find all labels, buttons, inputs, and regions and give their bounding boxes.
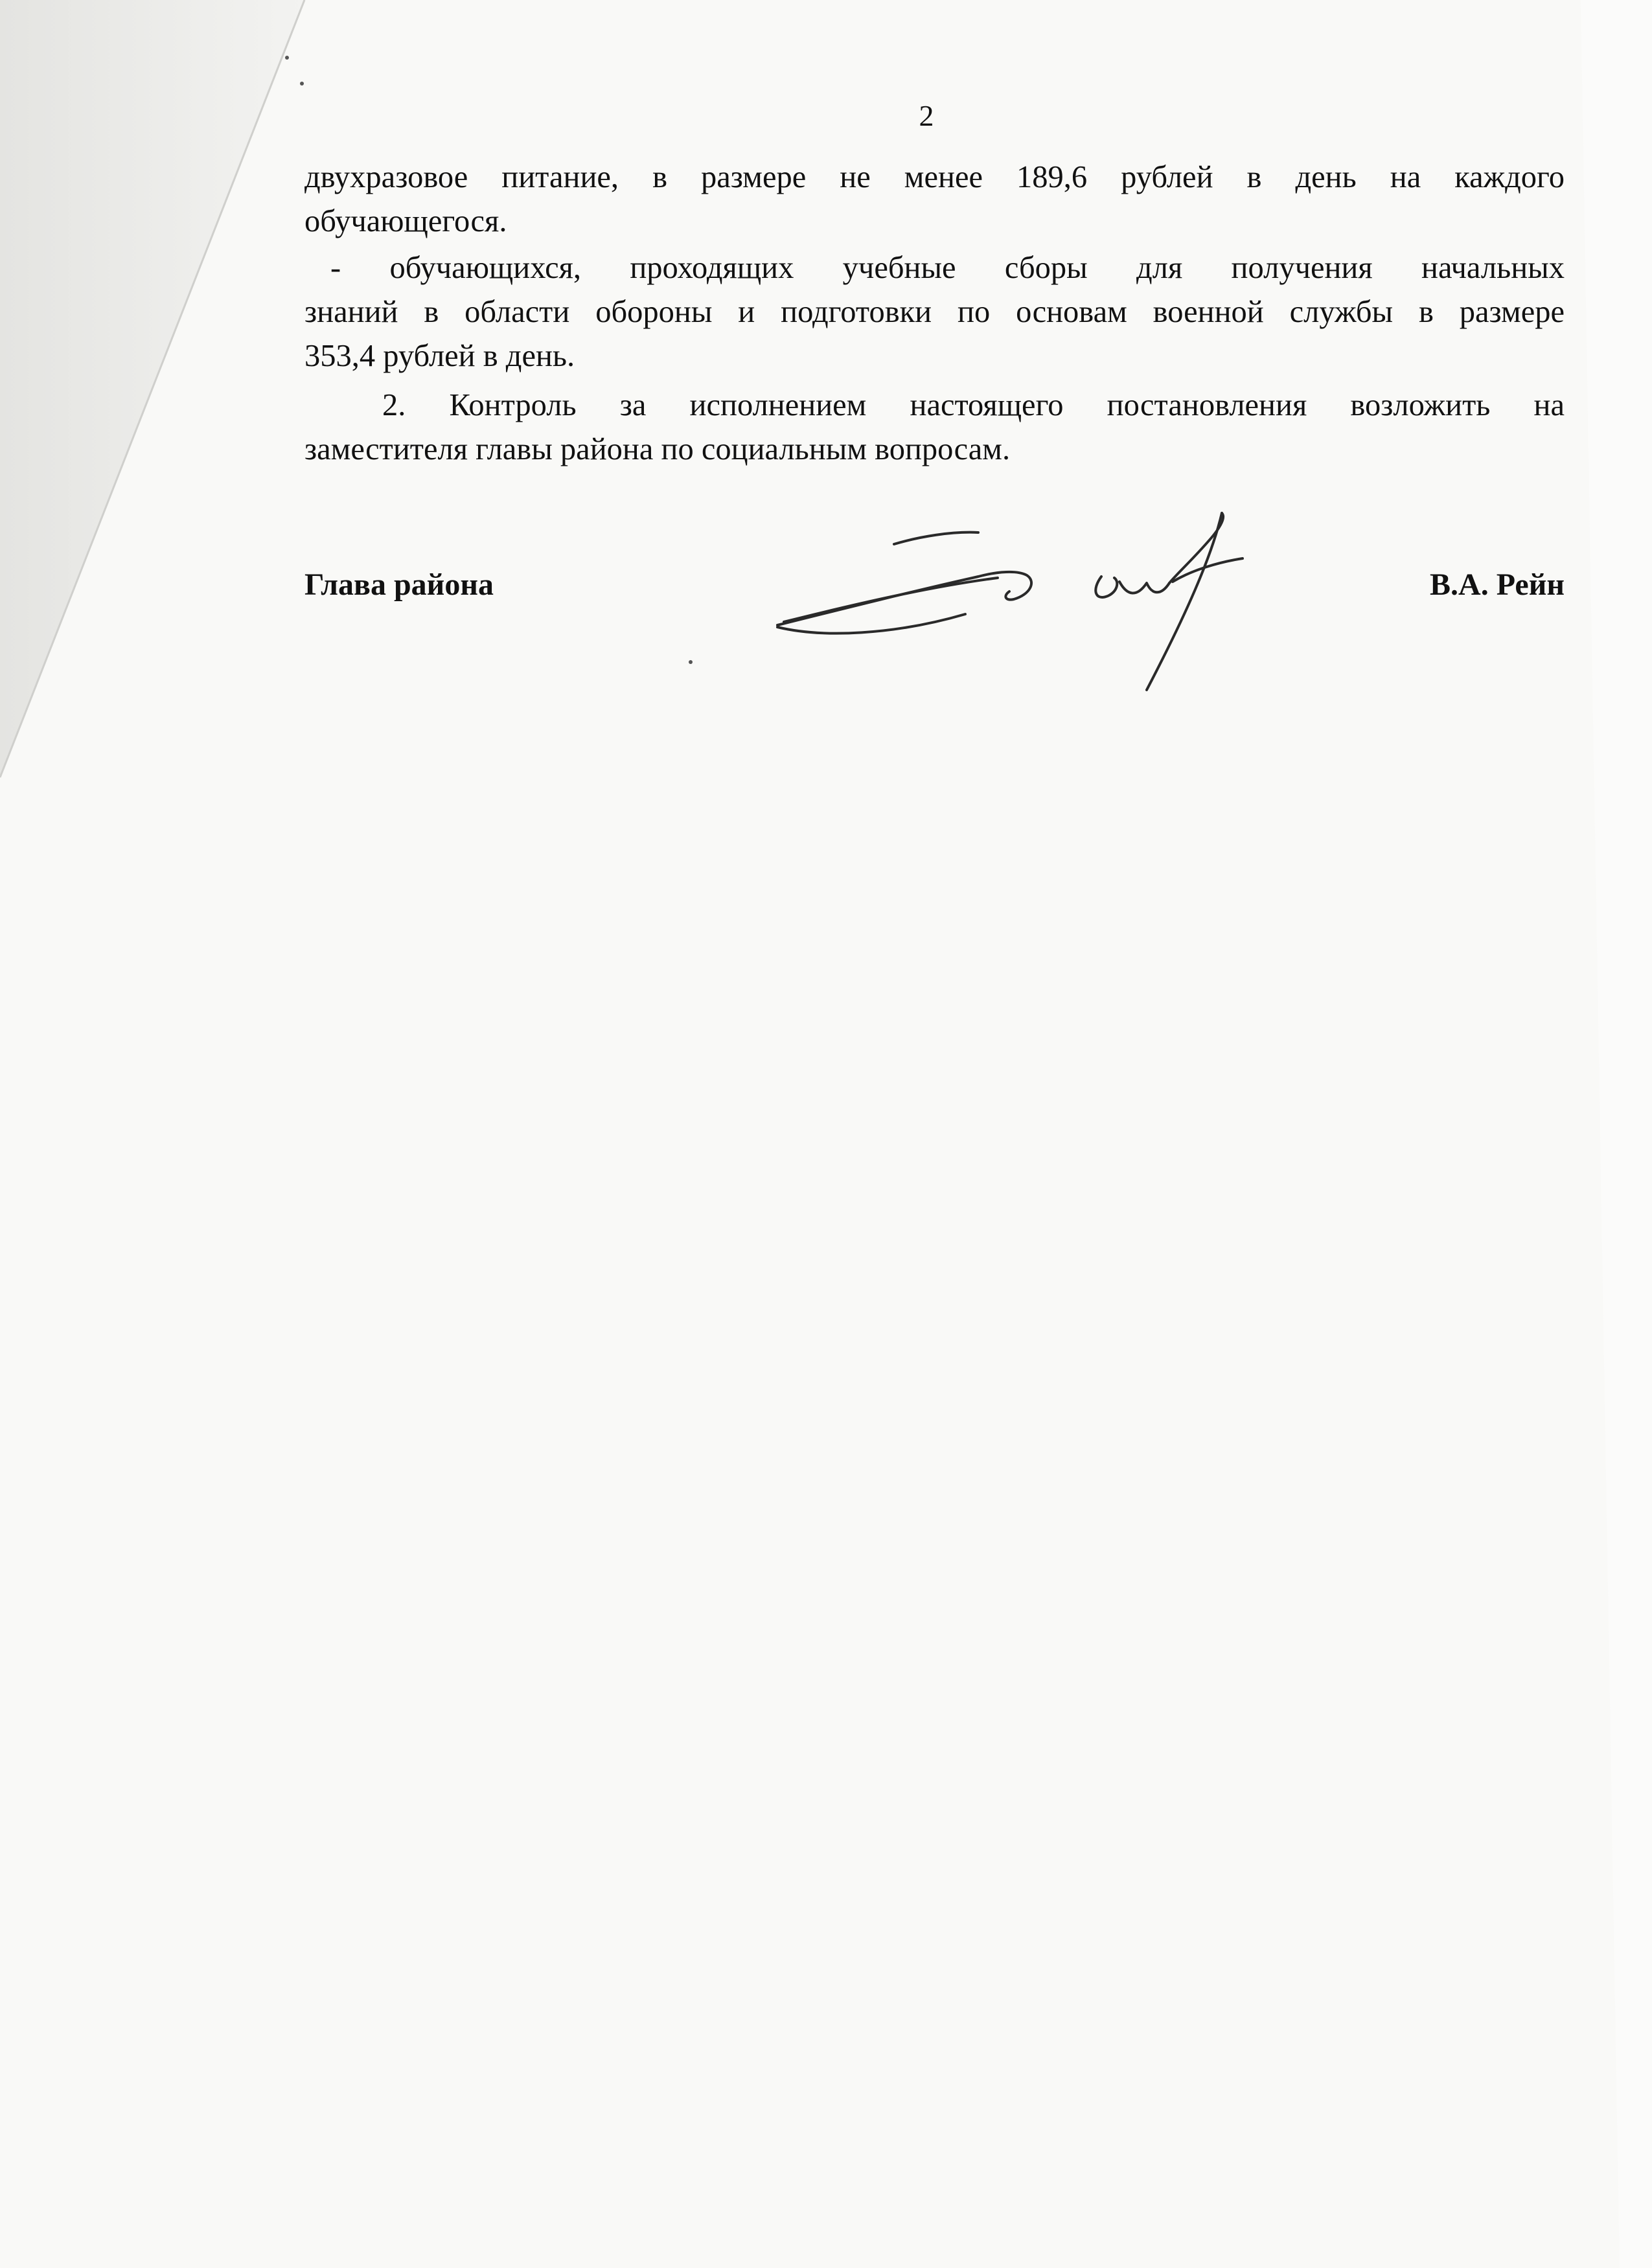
text-line: знаний в области обороны и подготовки по основам военной службы в размере <box>304 295 1565 329</box>
page-number: 2 <box>919 99 934 132</box>
text-line: 353,4 рублей в день. <box>304 339 575 373</box>
text-line: - обучающихся, проходящих учебные сборы для получения начальных <box>330 251 1565 285</box>
text-line: двухразовое питание, в размере не менее 189,6 рублей в день на каждого <box>304 160 1565 194</box>
paragraph-meal-allowance <box>304 155 1565 244</box>
paragraph-training-camp <box>304 246 1565 378</box>
text-line: заместителя главы района по социальным вопросам. <box>304 432 1011 466</box>
signatory-name: В.А. Рейн <box>1430 567 1565 602</box>
bleed-through-text <box>304 732 1276 776</box>
text-line: 2. Контроль за исполнением настоящего постановления возложить на <box>382 388 1565 422</box>
position-title: Глава района <box>304 567 494 602</box>
text-line: обучающегося. <box>304 204 507 238</box>
paragraph-control <box>304 384 1565 472</box>
handwritten-signature <box>764 499 1309 706</box>
